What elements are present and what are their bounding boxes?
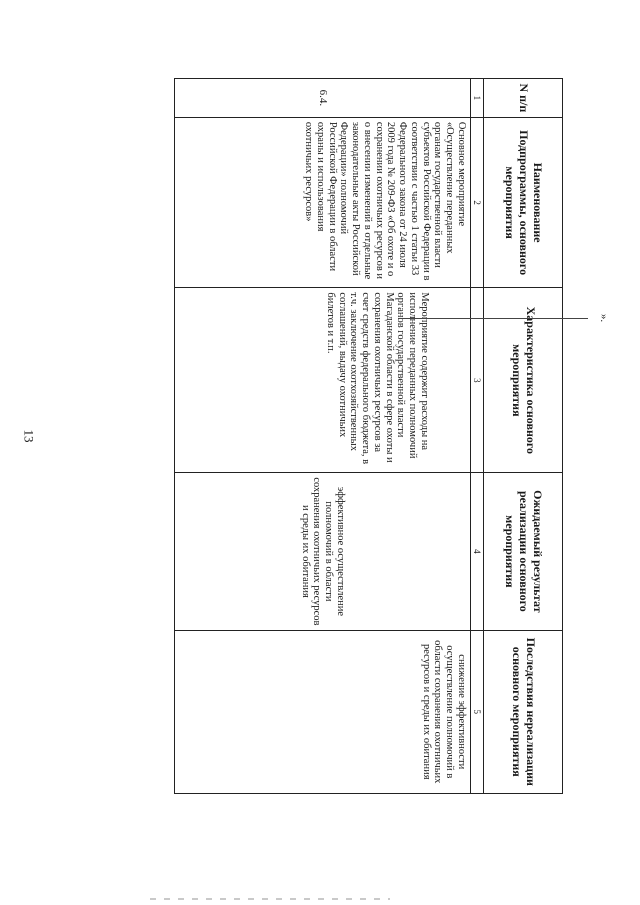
header-expected-result: Ожидаемый результат реализации основного мероприятия	[484, 473, 563, 630]
column-number: 1	[470, 79, 483, 118]
row-number: 6.4.	[174, 79, 470, 118]
row-characteristic: Мероприятие содержит расходы на исполнение переданных полномочий органов государственной власти Магаданской области в сфере охоты и сохранения охотничьих ресурсов за счет средств федерального бюджета, в т.ч. заключение охотхозяйственных соглашений, выдачу охотничьих билетов и т.п.	[174, 288, 470, 473]
measures-table	[174, 78, 563, 794]
column-number: 4	[470, 473, 483, 630]
page-number: 13	[21, 429, 37, 443]
row-consequence: снижение эффективности осуществление полномочий в области сохранения охотничьих ресурсов и среды их обитания	[174, 630, 470, 793]
column-number: 2	[470, 117, 483, 288]
table-header-row	[484, 79, 563, 794]
row-measure-name: Основное мероприятие «Осуществление переданных органам государственной власти субъектов Российской Федерации в соответствии с частью 1 статьи 33 Федерального закона от 24 июля 2009 года № 209-ФЗ «Об охоте и о сохранении охотничьих ресурсов и о внесении изменений в отдельные законодательные акты Российской Федерации» полномочий Российской Федерации в области охраны и использования охотничьих ресурсов»	[174, 117, 470, 288]
row-expected-result: эффективное осуществление полномочий в области сохранения охотничьих ресурсов и среды их обитания	[174, 473, 470, 630]
column-number: 5	[470, 630, 483, 793]
header-characteristic: Характеристика основного мероприятия	[484, 288, 563, 473]
column-number-row	[470, 79, 483, 794]
header-number: N п/п	[484, 79, 563, 118]
rotated-page-content	[63, 78, 563, 794]
column-number: 3	[470, 288, 483, 473]
scan-artifact	[150, 898, 390, 900]
closing-mark: ».	[598, 313, 611, 323]
header-consequence: Последствия нереализации основного мероприятия	[484, 630, 563, 793]
closing-line	[398, 318, 588, 319]
header-name: Наименование Подпрограммы, основного мероприятия	[484, 117, 563, 288]
table-row	[174, 79, 470, 794]
